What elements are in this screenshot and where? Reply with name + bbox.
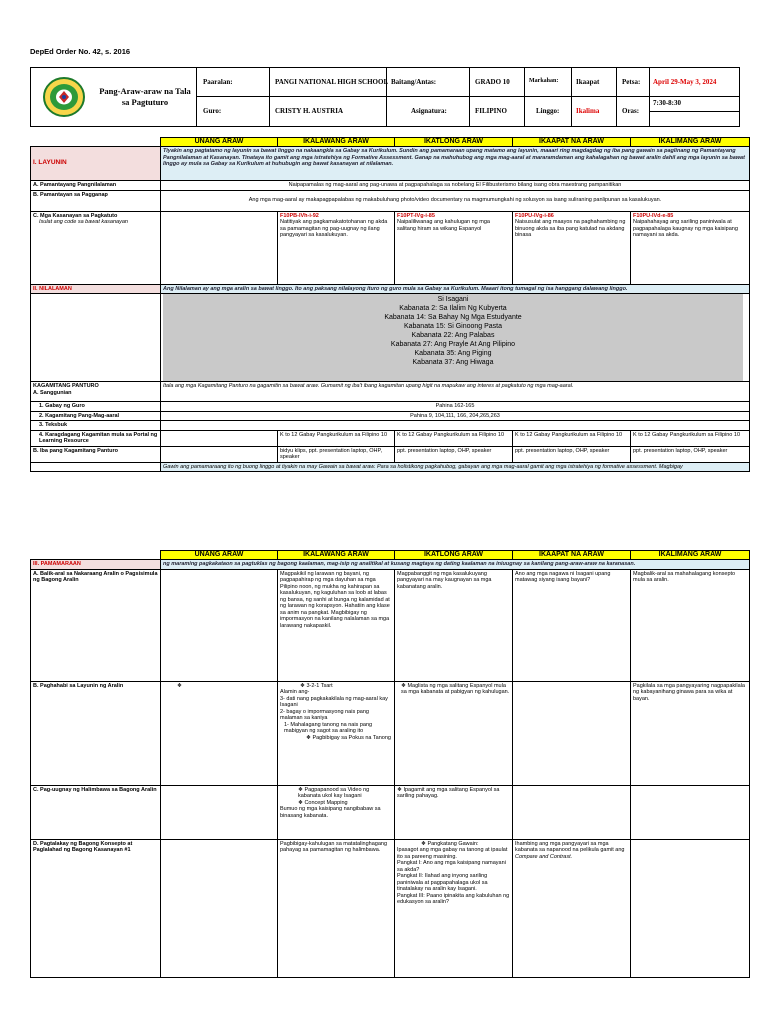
- petsa-label: Petsa:: [622, 78, 641, 86]
- kasanayan-sublabel: Isulat ang code sa bawat kasanayan: [39, 219, 128, 225]
- pag-uugnay-label: C. Pag-uugnay ng Halimbawa sa Bagong Aralin: [31, 785, 161, 839]
- baitang-value: GRADO 10: [475, 78, 510, 86]
- balik-aral-day3: Magpabanggit ng mga kasalukuyang pangyayari na may kaugnayan sa mga kabanatang aralin.: [395, 569, 513, 681]
- balik-aral-day4: Ano ang mga nagawa ni Isagani upang matawag siyang isang bayani?: [513, 569, 631, 681]
- nilalaman-label: II. NILALAMAN: [31, 284, 161, 294]
- kagamitan-cell: [31, 382, 161, 402]
- pamantayan-pagganap-text: Ang mga mag-aaral ay makapagpapalabas ng makabuluhang photo/video documentary na magmumungkahi ng solusyon sa isang suliraning panlipunan sa kasalukuyan.: [161, 190, 750, 211]
- markahan-label: Markahan:: [529, 78, 559, 84]
- kabanata-item: Kabanata 35: Ang Piging: [414, 350, 492, 357]
- competency-code: F10PU-IVg-i-86: [515, 212, 554, 219]
- balik-aral-day2: Magpakikil ng larawan ng bayani, ng pagpapahirap ng mga dayuhan sa mga Pilipino noon, ng mukha ng kahirapan sa kasalukuyan, ng kaguluhan sa loob at labas ng bansa, ng sanhi at bunga ng kalamidad at ng larawan ng korapsyon. Hahatiin ang klase sa anim na pangkat. Magbibigay ng impormasyon na kanilang nalalaman sa mga larawang nakapaskil.: [278, 569, 395, 681]
- day-header-2: IKALAWANG ARAW: [278, 551, 395, 560]
- kasanayan-day4: [513, 211, 631, 284]
- kabanata-item: Kabanata 27: Ang Prayle At Ang Pilipino: [390, 341, 516, 348]
- pangkat-item: Pangkat I: Ano ang mga kaisipang namayani sa akda?: [397, 860, 506, 873]
- teksbuk-label: 3. Teksbuk: [31, 421, 161, 431]
- kagamitang-mag-aaral-label: 2. Kagamitang Pang-Mag-aaral: [31, 411, 161, 421]
- pagtalakay-label: D. Pagtalakay ng Bagong Konsepto at Paglalahad ng Bagong Kasanayan #1: [31, 839, 161, 977]
- kasanayan-day3: [395, 211, 513, 284]
- day-header-5: IKALIMANG ARAW: [631, 551, 750, 560]
- paghahabi-label: B. Paghahabi sa Layunin ng Aralin: [31, 681, 161, 785]
- competency-text: Naipaliliwanag ang kahulugan ng mga salitang hiram sa wikang Espanyol: [397, 219, 490, 232]
- kasanayan-day1: [161, 211, 278, 284]
- karagdagang-day5: K to 12 Gabay Pangkurikulum sa Filipino 10: [631, 430, 750, 446]
- pamamaraan-description: ng maraming pagkakataon sa pagtuklas ng bagong kaalaman, mag-isip ng analitikal at kusang magtaya ng dating kaalaman na iniuugnay sa kanilang pang-araw-araw na karanasan.: [161, 560, 750, 570]
- day-header-3: IKATLONG ARAW: [395, 551, 513, 560]
- asignatura-value: FILIPINO: [475, 107, 507, 115]
- paaralan-label: Paaralan:: [203, 78, 233, 86]
- kasanayan-label: C. Mga Kasanayan sa Pagkatuto: [33, 212, 118, 219]
- competency-code: F10PT-IVg-i-85: [397, 212, 435, 219]
- kagamitan-description: Itala ang mga Kagamitang Panturo na gagamitin sa bawat araw. Gumamit ng iba't ibang kagamitan upang higit na mapukaw ang interes at pagkatuto ng mga mag-aaral.: [161, 382, 750, 402]
- kasanayan-cell: [31, 211, 161, 284]
- pangkat-item: ❖ Pangkatang Gawain:: [421, 840, 479, 847]
- balik-aral-label: A. Balik-aral sa Nakaraang Aralin o Pagsisimula ng Bagong Aralin: [31, 569, 161, 681]
- baitang-label: Baitang/Antas:: [391, 78, 437, 86]
- sanggunian-label: A. Sanggunian: [33, 389, 72, 396]
- pagtalakay-day3: [395, 839, 513, 977]
- gabay-guro-value: Pahina 162-165: [161, 402, 750, 412]
- paghahabi-day5: Pagkilala sa mga pangyayaring nagpapakilala ng kabayanihang ginawa para sa wika at bayan.: [631, 681, 750, 785]
- logo-cell: [31, 68, 197, 126]
- competency-text: Naisusulat ang maayos na paghahambing ng binuong akda sa iba pang katulad na akdang binasa: [515, 219, 626, 238]
- balik-aral-day5: Magbalik-aral sa mahahalagang konsepto mula sa aralin.: [631, 569, 750, 681]
- kagamitan-label: KAGAMITANG PANTURO: [33, 383, 99, 389]
- competency-code: F10PB-IVh-i-92: [280, 212, 319, 219]
- layunin-label: I. LAYUNIN: [31, 147, 161, 181]
- day-header-2: IKALAWANG ARAW: [278, 138, 395, 147]
- activity-item: Bumuo ng mga kaisipang nangibabaw sa binasang kabanata.: [280, 806, 381, 819]
- paghahabi-day1: ❖: [161, 681, 278, 785]
- pamamaraan-label: III. PAMAMARAAN: [31, 560, 161, 570]
- kabanata-item: Kabanata 15: Si Ginoong Pasta: [403, 323, 503, 330]
- petsa-value: April 29-May 3, 2024: [653, 78, 717, 86]
- iba-kagamitan-day5: ppt. presentation laptop, OHP, speaker: [631, 446, 750, 462]
- competency-code: F10PU-IVd-e-85: [633, 212, 674, 219]
- pangkat-item: Ipasagot ang mga gabay na tanong at ipaulat ito sa pareeng masining.: [397, 847, 508, 860]
- asignatura-label: Asignatura:: [411, 107, 447, 115]
- iba-kagamitan-day2: bidyu klips, ppt. presentation laptop, OHP, speaker: [278, 446, 395, 462]
- tsart-item: Alamin ang-: [280, 689, 310, 695]
- day-header-4: IKAAPAT NA ARAW: [513, 138, 631, 147]
- day-header-1: UNANG ARAW: [161, 551, 278, 560]
- school-seal-logo: [43, 77, 85, 117]
- day-header-4: IKAAPAT NA ARAW: [513, 551, 631, 560]
- pangkat-item: Pangkat III: Paano ipinakita ang kabuluhan ng edukasyon sa aralin?: [397, 892, 510, 905]
- iba-kagamitan-label: B. Iba pang Kagamitang Panturo: [31, 446, 161, 462]
- tsart-item: 3- dati nang pagkakakilala ng mag-aaral kay Isagani: [280, 695, 388, 708]
- oras-value: 7:30-8:30: [653, 99, 681, 107]
- paghahabi-day2: [278, 681, 395, 785]
- paaralan-value: PANGI NATIONAL HIGH SCHOOL: [275, 78, 389, 86]
- layunin-description: Tiyakin ang pagtatamo ng layunin sa bawat linggo na nakaangkla sa Gabay sa Kurikulum. Sundin ang pamamaraan upang matamo ang layunin, maaari ring magdagdag ng iba pang gawain sa paglinang ng Pamantayang Pangnilalaman at Kasanayan. Tinataya ito gamit ang mga istratehiya ng Formative Assessment. Ganap na mahuhubog ang mga mag-aaral at mararamdaman ang kahalagahan ng bawat aralin dahil ang mga layunin sa bawat linggo ay mula sa Gabay sa Kurikulum at huhubugin ang bawat kasanayan at nilalaman.: [161, 147, 750, 181]
- pagtalakay-day2: Pagbibigay-kahulugan sa matatalinghagang pahayag sa pamamagitan ng halimbawa.: [278, 839, 395, 977]
- kabanata-box: [163, 294, 743, 381]
- tsart-item: 1- Mahalagang tanong na nais pang mabigyan ng sagot sa araling ito: [284, 721, 373, 734]
- tsart-item: 2- bagay o impormasyong nais pang malaman sa kaniya: [280, 708, 369, 721]
- guro-label: Guro:: [203, 107, 222, 115]
- kasanayan-day5: [631, 211, 750, 284]
- kabanata-item: Kabanata 22: Ang Palabas: [411, 332, 495, 339]
- karagdagang-kagamitan-label: 4. Karagdagang Kagamitan mula sa Portal ng Learning Resource: [31, 430, 161, 446]
- linggo-label: Linggo:: [536, 107, 560, 115]
- day-header-1: UNANG ARAW: [161, 138, 278, 147]
- tsart-item: ❖ 3-2-1 Tsart: [300, 682, 333, 689]
- kabanata-item: Kabanata 2: Sa Ilalim Ng Kubyerta: [399, 305, 507, 312]
- deped-order: DepEd Order No. 42, s. 2016: [30, 47, 131, 56]
- tsart-item: ❖ Pagbibigay sa Pokus na Tanong: [306, 734, 391, 741]
- pamantayang-pangnilalaman-label: A. Pamantayang Pangnilalaman: [31, 181, 161, 191]
- nilalaman-description: Ang Nilalaman ay ang mga aralin sa bawat linggo. Ito ang paksang nilalayong ituro ng guro mula sa Gabay sa Kurikulum. Maaari itong tumagal ng isa hanggang dalawang linggo.: [161, 284, 750, 294]
- document-title: Pang-Araw-araw na Tala sa Pagtuturo: [99, 86, 191, 107]
- karagdagang-day4: K to 12 Gabay Pangkurikulum sa Filipino 10: [513, 430, 631, 446]
- pag-uugnay-day2: [278, 785, 395, 839]
- pangkat-item: Pangkat II: Ilahad ang inyong sariling paniniwala at pagpapahalaga ukol sa tinatalakay na aralin kay Isagani.: [397, 873, 488, 892]
- markahan-value: Ikaapat: [576, 78, 600, 86]
- kasanayan-day2: [278, 211, 395, 284]
- paghahabi-day3: ❖ Maglista ng mga salitang Espanyol mula sa mga kabanata at pabigyan ng kahulugan.: [395, 681, 513, 785]
- pag-uugnay-day3: ❖ Ipagamit ang mga salitang Espanyol sa sariling pahayag.: [395, 785, 513, 839]
- activity-item: ❖ Concept Mapping: [298, 799, 348, 806]
- header-box: [30, 67, 740, 127]
- day-header-5: IKALIMANG ARAW: [631, 138, 750, 147]
- iba-kagamitan-day3: ppt. presentation laptop, OHP, speaker: [395, 446, 513, 462]
- kabanata-item: Si Isagani: [437, 296, 469, 303]
- competency-text: Natitiyak ang pagkamakatotohanan ng akda sa pamamagitan ng pag-uugnay ng ilang pangyayari sa kasalukuyan.: [280, 219, 388, 238]
- competency-text: Naipahahayag ang sariling paniniwala at pagpapahalaga kaugnay ng mga kaisipang namayani sa akda.: [633, 219, 738, 238]
- activity-item: ❖ Pagpapanood sa Video ng kabanata ukol kay Isagani: [298, 786, 370, 799]
- iba-kagamitan-day4: ppt. presentation laptop, OHP, speaker: [513, 446, 631, 462]
- karagdagang-day2: K to 12 Gabay Pangkurikulum sa Filipino 10: [278, 430, 395, 446]
- gabay-guro-label: 1. Gabay ng Guro: [31, 402, 161, 412]
- karagdagang-day3: K to 12 Gabay Pangkurikulum sa Filipino 10: [395, 430, 513, 446]
- day-header-3: IKATLONG ARAW: [395, 138, 513, 147]
- pagtalakay-day4: Ihambing ang mga pangyayari sa mga kabanata sa napanood na pelikula gamit ang Compare and Contrast.: [513, 839, 631, 977]
- pamantayang-pangnilalaman-text: Naipapamalas ng mag-aaral ang pag-unawa at pagpapahalaga sa nobelang El Filibusterismo bilang isang obra maestrang pampanitikan: [161, 181, 750, 191]
- kabanata-item: Kabanata 14: Sa Bahay Ng Mga Estudyante: [384, 314, 522, 321]
- compare-contrast-text: Compare and Contrast.: [515, 853, 573, 860]
- kagamitang-mag-aaral-value: Pahina 9, 104,111, 166, 204,265,263: [161, 411, 750, 421]
- plan-table-part1: [30, 137, 750, 472]
- linggo-value: Ikalima: [576, 107, 600, 115]
- guro-value: CRISTY H. AUSTRIA: [275, 107, 344, 115]
- pamamaraan-intro-text: Gawin ang pamamaraang ito ng buong linggo at tiyakin na may Gawain sa bawat araw. Para sa holistikong pagkahubog, gabayan ang mga mag-aaral gamit ang mga istratehiya ng formative assessment. Magbigay: [161, 462, 750, 472]
- plan-table-part2: [30, 550, 750, 978]
- kabanata-item: Kabanata 37: Ang Hiwaga: [412, 359, 494, 366]
- oras-label: Oras:: [622, 107, 640, 115]
- pamantayan-pagganap-label: B. Pamantayan sa Pagganap: [31, 190, 161, 211]
